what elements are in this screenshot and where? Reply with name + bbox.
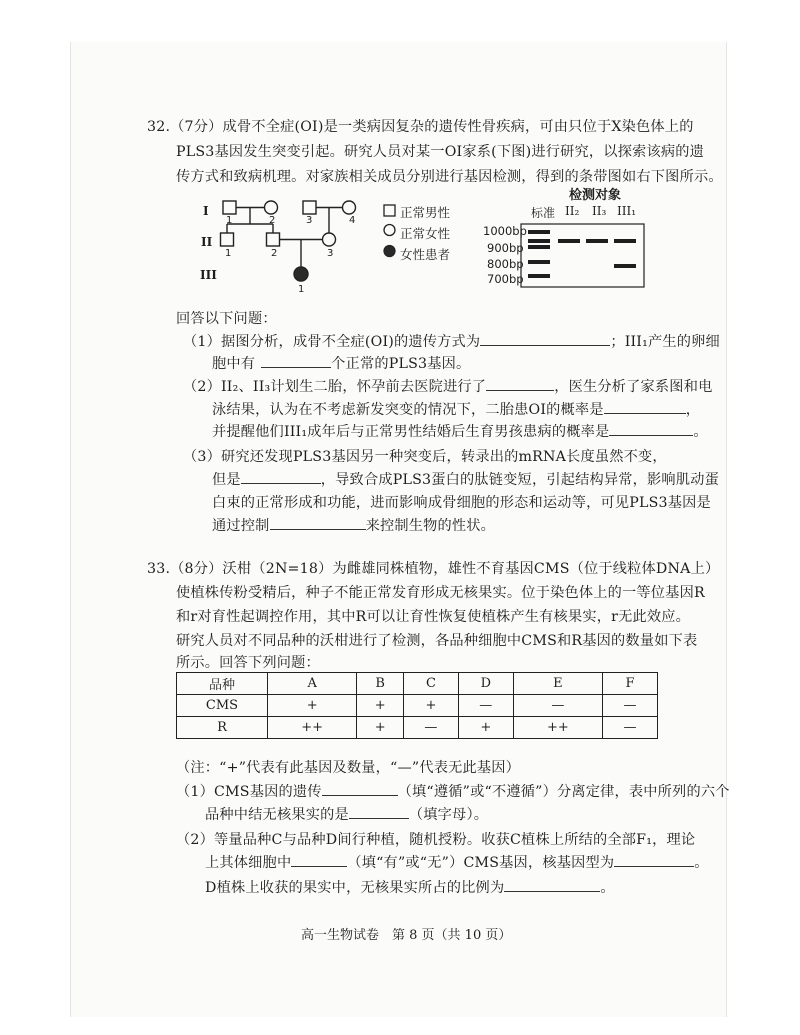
legend-affected-female: 女性患者 (400, 247, 451, 262)
gel-col-III1: III₁ (617, 204, 637, 218)
q32-intro: 回答以下问题： (176, 311, 277, 327)
q32-line-2: PLS3基因发生突变引起。研究人员对某一OI家系(下图)进行研究，以探索该病的遗 (176, 144, 705, 160)
gel-bp-800: 800bp (487, 257, 524, 271)
gel-band-II3-900 (586, 239, 608, 243)
page-footer: 高一生物试卷 第 8 页（共 10 页） (301, 928, 512, 943)
table-cell: D (458, 673, 513, 695)
gel-band-standard-700 (528, 274, 550, 278)
gel-band-II2-900 (558, 239, 580, 243)
table-cell: ++ (268, 717, 357, 739)
pedigree-II3-normal-female (323, 233, 336, 246)
pedigree-II2-normal-male (267, 233, 280, 246)
table-header-row (177, 673, 658, 695)
pedigree-num-I2: 2 (269, 215, 276, 226)
q32-line-1: 32.（7分）成骨不全症(OI)是一类病因复杂的遗传性骨疾病，可由只位于X染色体上的 (147, 119, 694, 135)
q32-answer-3b-blank[interactable] (270, 515, 366, 530)
pedigree-num-I4: 4 (349, 215, 356, 226)
table-cell: + (357, 695, 404, 717)
q32-sub2-line-b: 泳结果，认为在不考虑新发突变的情况下，二胎患OI的概率是 ， (212, 399, 700, 421)
pedigree-diagram (195, 195, 375, 300)
gel-band-III1-800 (614, 264, 636, 268)
q32-sub1-line-b: 胞中有 个正常的PLS3基因。 (212, 353, 470, 375)
gel-band-standard-900 (528, 245, 550, 249)
legend-square-icon (384, 205, 395, 216)
q33-sub2-line-a: （2）等量品种C与品种D间行种植，随机授粉。收获C植株上所结的全部F₁，理论 (176, 832, 696, 848)
table-cell: F (603, 673, 658, 695)
table-cell: + (458, 717, 513, 739)
gel-band-standard-800 (528, 260, 550, 264)
table-cell: CMS (177, 695, 268, 717)
q32-sub2-line-a: （2）II₂、II₃计划生二胎，怀孕前去医院进行了 ，医生分析了家系图和电 (183, 376, 712, 398)
gene-table (176, 672, 658, 739)
gel-image (520, 223, 646, 289)
table-cell: A (268, 673, 357, 695)
q32-answer-2c-blank[interactable] (609, 421, 693, 436)
table-cell: ++ (513, 717, 602, 739)
table-cell: — (603, 695, 658, 717)
q33-line-3: 和r对育性起调控作用，其中R可以让育性恢复使植株产生有核果实，r无此效应。 (176, 609, 691, 625)
gel-col-II2: II₂ (565, 204, 580, 218)
q32-answer-1a-blank[interactable] (480, 331, 610, 346)
gel-band-standard-950 (528, 239, 550, 243)
q32-sub1-line-a: （1）据图分析，成骨不全症(OI)的遗传方式为 ；III₁产生的卵细 (183, 331, 720, 353)
gel-bp-700: 700bp (487, 272, 524, 286)
gel-band-standard-1000 (528, 230, 550, 234)
gel-band-III1-900 (614, 239, 636, 243)
table-cell: — (603, 717, 658, 739)
legend-normal-female: 正常女性 (400, 226, 451, 241)
table-cell: R (177, 717, 268, 739)
pedigree-I3-normal-male (303, 201, 316, 214)
q33-sub1-line-b: 品种中结无核果实的是 （填字母）。 (205, 804, 488, 826)
pedigree-III1-affected-female (294, 267, 308, 281)
gel-bp-900: 900bp (487, 241, 524, 255)
q32-sub3-line-a: （3）研究还发现PLS3基因另一种突变后，转录出的mRNA长度虽然不变， (183, 449, 667, 465)
pedigree-num-II2: 2 (271, 248, 278, 259)
gel-title: 检测对象 (569, 188, 622, 203)
q33-sub2-line-c: D植株上收获的果实中，无核果实所占的比例为 。 (205, 877, 615, 899)
pedigree-num-II1: 1 (225, 248, 232, 259)
legend-symbols (383, 203, 397, 265)
gel-bp-1000: 1000bp (483, 224, 527, 238)
pedigree-I1-normal-male (223, 201, 236, 214)
table-cell: — (513, 695, 602, 717)
q33-answer-2a-blank[interactable] (291, 852, 347, 867)
q33-line-5: 所示。回答下列问题： (176, 655, 320, 671)
legend-normal-male: 正常男性 (400, 205, 451, 220)
q32-answer-3a-blank[interactable] (241, 469, 321, 484)
pedigree-num-I1: 1 (226, 215, 233, 226)
legend-circle-icon (384, 225, 395, 236)
q33-line-4: 研究人员对不同品种的沃柑进行了检测，各品种细胞中CMS和R基因的数量如下表 (176, 633, 698, 649)
q32-sub2-line-c: 并提醒他们III₁成年后与正常男性结婚后生育男孩患病的概率是 。 (212, 421, 708, 443)
q33-sub2-line-b: 上其体细胞中 （填“有”或“无”）CMS基因，核基因型为 。 (205, 852, 709, 874)
pedigree-II1-normal-male (221, 233, 234, 246)
table-cell: + (357, 717, 404, 739)
table-row (177, 717, 658, 739)
q32-sub3-line-d: 通过控制 来控制生物的性状。 (212, 515, 495, 537)
q32-answer-2b-blank[interactable] (604, 399, 686, 414)
pedigree-num-III1: 1 (298, 284, 305, 295)
q32-sub3-line-c: 白束的正常形成和功能，进而影响成骨细胞的形态和运动等，可见PLS3基因是 (212, 495, 711, 511)
pedigree-I2-normal-female (265, 201, 278, 214)
q33-note: （注：“+”代表有此基因及数量，“—”代表无此基因） (176, 760, 521, 776)
q33-answer-1a-blank[interactable] (322, 781, 398, 796)
gel-col-II3: II₃ (592, 204, 607, 218)
pedigree-num-II3: 3 (327, 248, 334, 259)
table-cell: + (268, 695, 357, 717)
q33-line-2: 使植株传粉受精后，种子不能正常发育形成无核果实。位于染色体上的一等位基因R (176, 585, 705, 601)
table-cell: + (404, 695, 459, 717)
table-cell: — (458, 695, 513, 717)
table-cell: 品种 (177, 673, 268, 695)
q32-answer-2a-blank[interactable] (486, 376, 554, 391)
pedigree-I4-normal-female (343, 201, 356, 214)
gen-label-I: I (203, 204, 209, 218)
table-row (177, 695, 658, 717)
legend-filled-circle-icon (384, 246, 395, 257)
q32-line-3: 传方式和致病机理。对家族相关成员分别进行基因检测，得到的条带图如右下图所示。 (176, 169, 723, 185)
gen-label-III: III (200, 268, 217, 282)
table-cell: — (404, 717, 459, 739)
q33-answer-2c-blank[interactable] (504, 877, 600, 892)
pedigree-num-I3: 3 (306, 215, 313, 226)
q32-sub3-line-b: 但是 ，导致合成PLS3蛋白的肽链变短，引起结构异常，影响肌动蛋 (212, 469, 719, 491)
table-cell: B (357, 673, 404, 695)
q33-line-1: 33.（8分）沃柑（2N=18）为雌雄同株植物，雄性不育基因CMS（位于线粒体DNA上） (147, 561, 720, 577)
gen-label-II: II (201, 235, 213, 249)
q33-sub1-line-a: （1）CMS基因的遗传 （填“遵循”或“不遵循”）分离定律，表中所列的六个 (176, 781, 730, 803)
table-cell: C (404, 673, 459, 695)
q33-answer-2b-blank[interactable] (614, 852, 694, 867)
q32-answer-1b-blank[interactable] (261, 353, 331, 368)
q33-answer-1b-blank[interactable] (349, 804, 409, 819)
gel-col-standard: 标准 (531, 206, 556, 220)
table-cell: E (513, 673, 602, 695)
